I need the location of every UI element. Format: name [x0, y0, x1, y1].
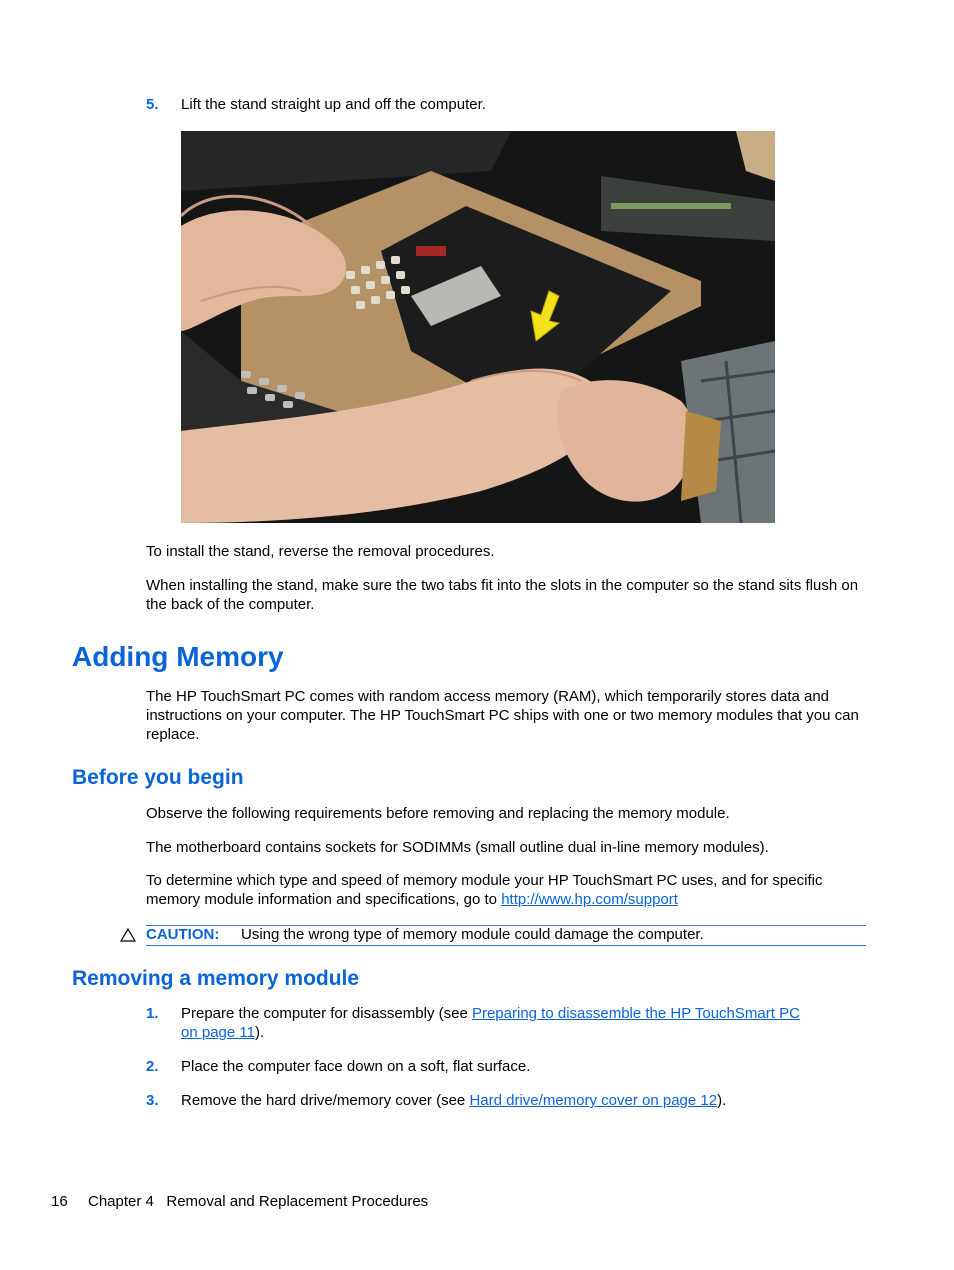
step-5-text: Lift the stand straight up and off the computer.	[181, 96, 486, 113]
before-p2: The motherboard contains sockets for SODIMMs (small outline dual in-line memory modules).	[146, 839, 769, 856]
adding-memory-intro: The HP TouchSmart PC comes with random access memory (RAM), which temporarily stores data and instructions on your computer. The HP TouchSmart PC ships with one or two memory modules that you can replace.	[146, 688, 859, 743]
caution-label: CAUTION:	[146, 926, 220, 943]
step-3-after: ).	[717, 1092, 727, 1109]
caution-bottom-rule	[146, 945, 866, 946]
page-number: 16	[51, 1193, 68, 1210]
caution-text: Using the wrong type of memory module could damage the computer.	[241, 926, 704, 943]
step-5-number: 5.	[146, 96, 159, 113]
hard-drive-cover-link[interactable]: Hard drive/memory cover on page 12	[469, 1092, 718, 1109]
step-1-after: ).	[254, 1024, 265, 1041]
removing-heading: Removing a memory module	[72, 967, 360, 990]
step-2-text: Place the computer face down on a soft, flat surface.	[181, 1058, 531, 1075]
before-p1: Observe the following requirements before removing and replacing the memory module.	[146, 805, 730, 822]
step-3-text	[181, 1091, 871, 1110]
photo-hand-lifting-stand	[181, 131, 775, 523]
chapter-footer: Chapter 4 Removal and Replacement Procedures	[88, 1193, 429, 1210]
adding-memory-heading: Adding Memory	[72, 641, 284, 672]
step-2-number: 2.	[146, 1058, 159, 1075]
step-1-before: Prepare the computer for disassembly (see	[181, 1005, 472, 1022]
step-1-text	[181, 1004, 871, 1042]
before-p3	[146, 871, 866, 909]
preparing-disassemble-link[interactable]: Preparing to disassemble the HP TouchSmart PC	[471, 1005, 800, 1022]
preparing-disassemble-link-page[interactable]: on page 11	[181, 1024, 255, 1041]
step-1-number: 1.	[146, 1005, 159, 1022]
install-tabs-note: When installing the stand, make sure the two tabs fit into the slots in the computer so the stand sits flush on the back of the computer.	[146, 577, 859, 613]
step-3-number: 3.	[146, 1092, 159, 1109]
before-p3-text: To determine which type and speed of memory module your HP TouchSmart PC uses, and for specific memory module information and specifications, go to	[146, 872, 823, 908]
caution-triangle-icon	[120, 927, 136, 943]
hp-support-link[interactable]: http://www.hp.com/support	[501, 891, 678, 908]
step-3-before: Remove the hard drive/memory cover (see	[181, 1092, 470, 1109]
before-you-begin-heading: Before you begin	[72, 766, 244, 789]
install-note: To install the stand, reverse the removal procedures.	[146, 543, 495, 560]
